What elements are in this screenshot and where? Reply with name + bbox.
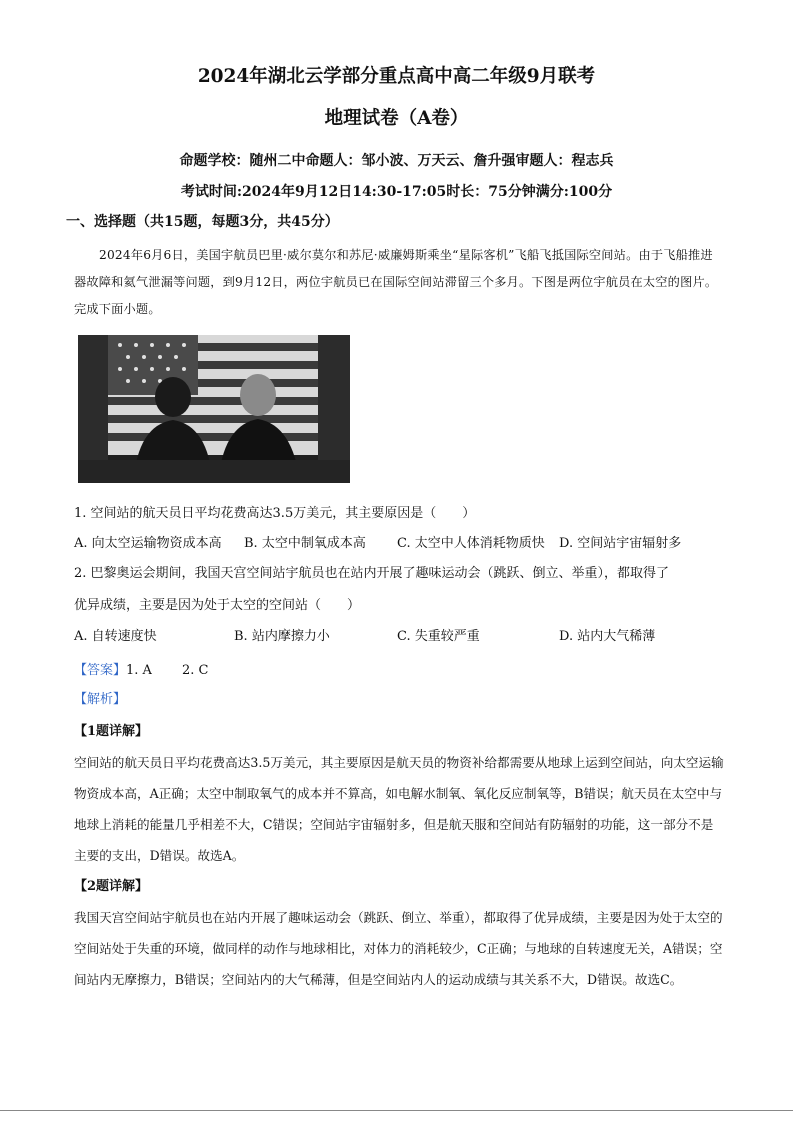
- question-1-options: [74, 532, 724, 552]
- answer-1: 1. A: [126, 663, 152, 678]
- q2-option-b: B. 站内摩擦力小: [234, 629, 330, 644]
- answer-label: 【答案】: [74, 663, 127, 678]
- q1-option-b: B. 太空中制氧成本高: [244, 536, 366, 551]
- q2-detail-text: 我国天宫空间站宇航员也在站内开展了趣味运动会（跳跃、倒立、举重），都取得了优异成绩，主要是因为处于太空的空间站处于失重的环境，做同样的动作与地球相比，对体力的消耗较少，C正确；与地球的自转速度无关，A错误；空间站内无摩擦力，B错误；空间站内的大气稀薄，但是空间站内人的运动成绩与其关系不大，D错误。故选C。: [74, 910, 723, 987]
- exam-subtitle: 地理试卷（A卷）: [324, 108, 469, 129]
- exam-authors: 命题学校：随州二中命题人：邹小波、万天云、詹升强审题人：程志兵: [179, 153, 614, 169]
- q1-option-c: C. 太空中人体消耗物质快: [397, 536, 545, 551]
- page-bottom-divider: [0, 1110, 793, 1111]
- answer-2: 2. C: [181, 663, 209, 678]
- q1-detail-text: 空间站的航天员日平均花费高达3.5万美元，其主要原因是航天员的物资补给都需要从地球上运到空间站，向太空运输物资成本高，A正确；太空中制取氧气的成本并不算高，如电解水制氧、氧化反应制氧等，B错误；航天员在太空中与地球上消耗的能量几乎相差不大，C错误；空间站宇宙辐射多，但是航天服和空间站有防辐射的功能，这一部分不是主要的支出，D错误。故选A。: [74, 755, 724, 863]
- astronauts-photo-graphic: [78, 335, 350, 483]
- q2-option-c: C. 失重较严重: [397, 629, 480, 644]
- q1-detail-title: 【1题详解】: [74, 724, 149, 739]
- question-1-stem: 1. 空间站的航天员日平均花费高达3.5万美元，其主要原因是（ ）: [74, 506, 476, 521]
- q2-option-d: D. 站内大气稀薄: [559, 629, 656, 644]
- intro-paragraph: 2024年6月6日，美国宇航员巴里·威尔莫尔和苏尼·威廉姆斯乘坐“星际客机”飞船飞抵国际空间站。由于飞船推进器故障和氦气泄漏等问题，到9月12日，两位宇航员已在国际空间站滞留三个多月。下图是两位宇航员在太空的图片。完成下面小题。: [74, 248, 718, 316]
- question-2-stem-line2: 优异成绩，主要是因为处于太空的空间站（ ）: [74, 598, 361, 613]
- q2-detail-title: 【2题详解】: [74, 879, 149, 894]
- answer-line: [74, 659, 208, 678]
- exam-info: 考试时间:2024年9月12日14:30-17:05时长：75分钟满分:100分: [180, 184, 613, 200]
- exam-title: 2024年湖北云学部分重点高中高二年级9月联考: [197, 66, 596, 87]
- q2-option-a: A. 自转速度快: [74, 629, 157, 644]
- astronauts-photo: [78, 335, 350, 483]
- section-heading: 一、选择题（共15题，每题3分，共45分）: [66, 214, 339, 230]
- q1-option-d: D. 空间站宇宙辐射多: [559, 536, 682, 551]
- question-2-options: [74, 625, 724, 645]
- analysis-label: 【解析】: [74, 692, 127, 707]
- q1-option-a: A. 向太空运输物资成本高: [74, 536, 222, 551]
- question-2-stem-line1: 2. 巴黎奥运会期间，我国天宫空间站宇航员也在站内开展了趣味运动会（跳跃、倒立、举重），都取得了: [74, 566, 670, 581]
